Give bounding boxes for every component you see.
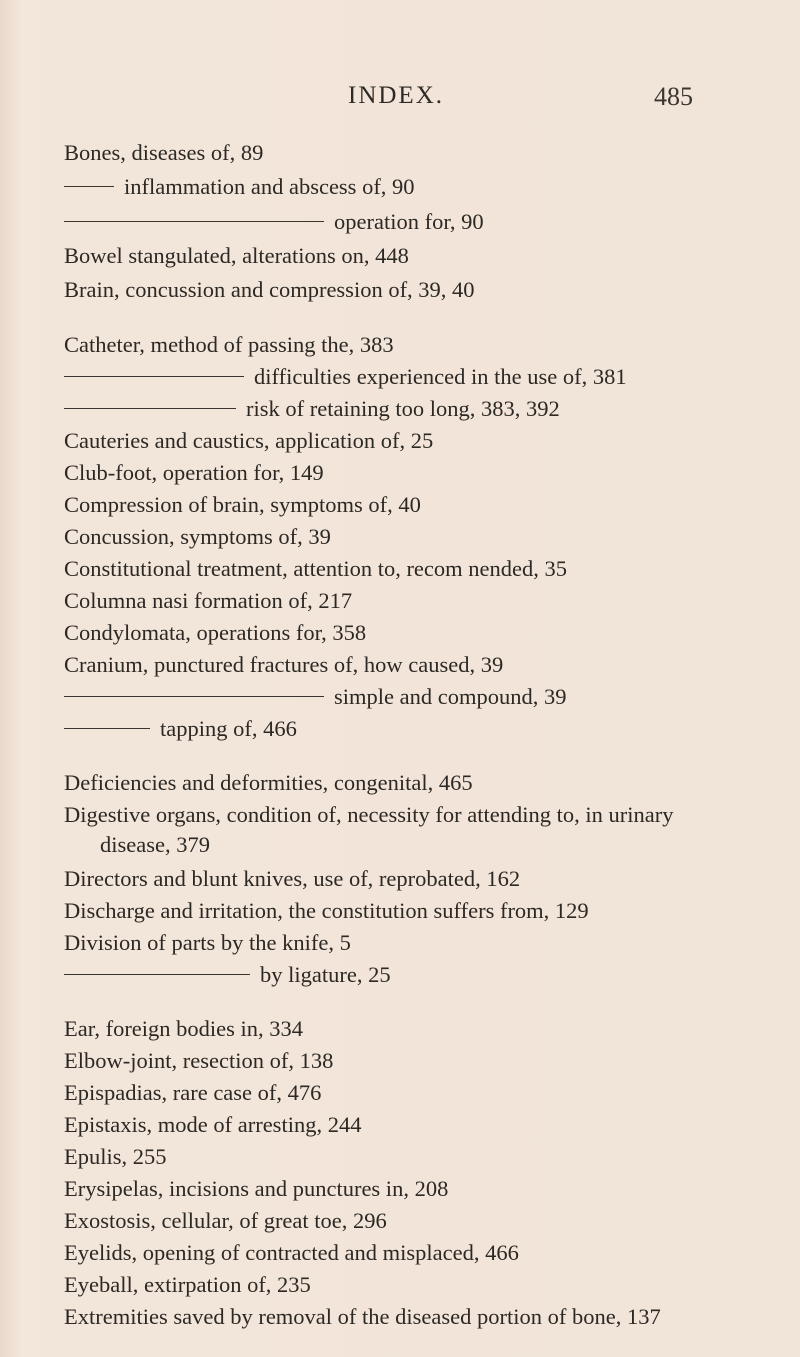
index-entry <box>64 1206 387 1236</box>
entry-text: Cranium, punctured fractures of, how caused, 39 <box>64 652 504 677</box>
entry-text: Brain, concussion and compression of, 39, 40 <box>64 277 475 302</box>
ditto-rule <box>64 974 250 975</box>
ditto-rule <box>64 408 236 409</box>
entry-text: by ligature, 25 <box>260 962 391 987</box>
index-entry <box>64 928 351 958</box>
entry-text: Eyeball, extirpation of, 235 <box>64 1272 311 1297</box>
header-title: INDEX. <box>348 82 445 109</box>
index-entry <box>64 1142 167 1172</box>
entry-text: Club-foot, operation for, 149 <box>64 460 324 485</box>
index-entry <box>64 1046 333 1076</box>
entry-text: Discharge and irritation, the constitution suffers from, 129 <box>64 898 589 923</box>
ditto-rule <box>64 186 114 187</box>
entry-text: Epulis, 255 <box>64 1144 167 1169</box>
index-entry <box>64 1014 303 1044</box>
ditto-rule <box>64 376 244 377</box>
index-entry <box>64 138 263 168</box>
index-entry <box>64 426 433 456</box>
index-subentry <box>64 207 484 237</box>
index-entry <box>64 490 421 520</box>
entry-text: simple and compound, 39 <box>334 684 567 709</box>
index-subentry <box>64 362 627 392</box>
entry-text: Eyelids, opening of contracted and misplaced, 466 <box>64 1240 519 1265</box>
entry-text: Condylomata, operations for, 358 <box>64 620 367 645</box>
entry-text: Concussion, symptoms of, 39 <box>64 524 331 549</box>
index-subentry <box>64 682 566 712</box>
index-entry <box>64 1174 448 1204</box>
index-entry <box>64 1270 311 1300</box>
index-entry <box>64 896 589 926</box>
ditto-rule <box>64 221 324 222</box>
index-subentry <box>64 714 297 744</box>
page-number: 485 <box>654 82 693 111</box>
entry-text: Compression of brain, symptoms of, 40 <box>64 492 421 517</box>
entry-text: Cauteries and caustics, application of, 25 <box>64 428 434 453</box>
index-entry <box>64 241 409 271</box>
entry-text: risk of retaining too long, 383, 392 <box>246 396 560 421</box>
index-entry <box>64 330 394 360</box>
entry-text: Bones, diseases of, 89 <box>64 140 264 165</box>
entry-text: Erysipelas, incisions and punctures in, 208 <box>64 1176 449 1201</box>
entry-text: Epispadias, rare case of, 476 <box>64 1080 322 1105</box>
entry-text: Catheter, method of passing the, 383 <box>64 332 394 357</box>
entry-text: Elbow-joint, resection of, 138 <box>64 1048 334 1073</box>
index-entry <box>64 275 475 305</box>
ditto-rule <box>64 696 324 697</box>
entry-text: Constitutional treatment, attention to, recom nended, 35 <box>64 556 568 581</box>
entry-text: Exostosis, cellular, of great toe, 296 <box>64 1208 387 1233</box>
entry-text: Division of parts by the knife, 5 <box>64 930 351 955</box>
index-entry <box>64 650 503 680</box>
entry-text: Deficiencies and deformities, congenital, 465 <box>64 770 473 795</box>
entry-text: Directors and blunt knives, use of, reprobated, 162 <box>64 866 521 891</box>
index-entry <box>64 1110 361 1140</box>
entry-text: operation for, 90 <box>334 209 484 234</box>
entry-text: inflammation and abscess of, 90 <box>124 174 415 199</box>
index-entry <box>64 1078 321 1108</box>
entry-text: difficulties experienced in the use of, 381 <box>254 364 627 389</box>
entry-continuation: disease, 379 <box>100 832 210 857</box>
index-subentry <box>64 394 560 424</box>
index-entry <box>64 768 473 798</box>
entry-text: Columna nasi formation of, 217 <box>64 588 353 613</box>
entry-text: Epistaxis, mode of arresting, 244 <box>64 1112 362 1137</box>
index-entry <box>64 522 331 552</box>
index-entry <box>64 618 366 648</box>
entry-text: Digestive organs, condition of, necessity for attending to, in urinary <box>64 802 674 827</box>
index-entry <box>64 554 567 584</box>
index-entry <box>64 864 520 894</box>
index-entry <box>64 1302 661 1332</box>
index-entry <box>64 800 673 860</box>
entry-text: Bowel stangulated, alterations on, 448 <box>64 243 409 268</box>
ditto-rule <box>64 728 150 729</box>
entry-text: tapping of, 466 <box>160 716 297 741</box>
index-entry <box>64 1238 519 1268</box>
entry-text: Ear, foreign bodies in, 334 <box>64 1016 304 1041</box>
index-entry <box>64 458 324 488</box>
entry-text: Extremities saved by removal of the diseased portion of bone, 137 <box>64 1304 661 1329</box>
index-subentry <box>64 960 391 990</box>
index-subentry <box>64 172 415 202</box>
index-entry <box>64 586 352 616</box>
